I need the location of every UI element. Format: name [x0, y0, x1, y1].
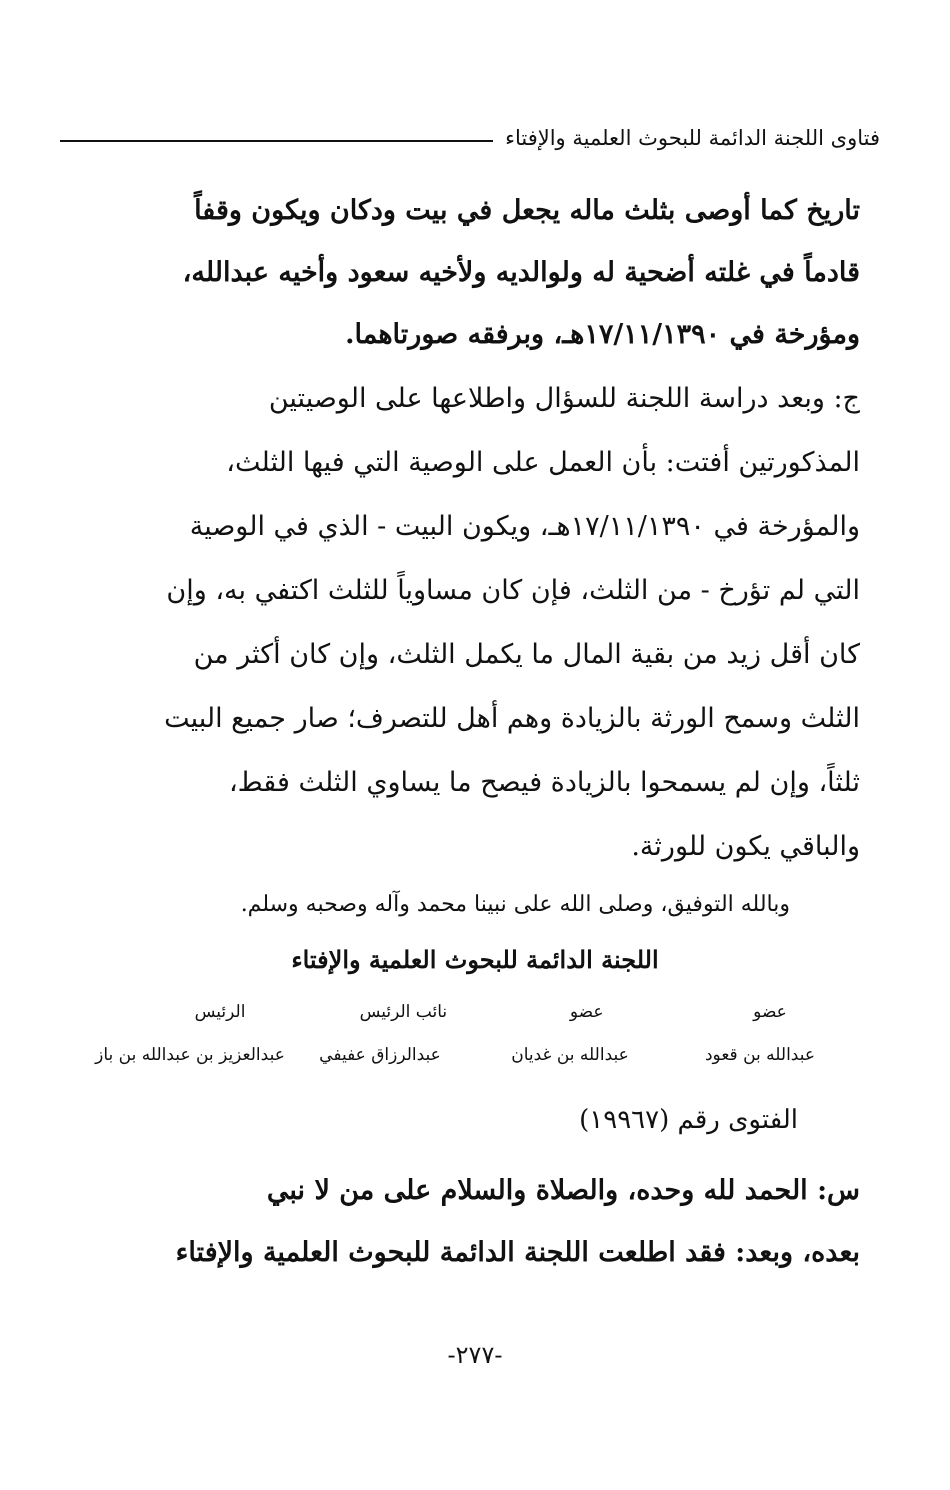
signatory-name: عبدالله بن قعود [704, 1045, 815, 1065]
signatory-title: نائب الرئيس [359, 1002, 448, 1022]
page-number: -٢٧٧- [447, 1341, 503, 1369]
answer-line: الثلث وسمح الورثة بالزيادة وهم أهل للتصرف؛ صار جميع البيت [164, 703, 860, 734]
signatory-title: الرئيس [194, 1002, 246, 1022]
paragraph-line: ومؤرخة في ١٧/١١/١٣٩٠هـ، وبرفقه صورتاهما. [345, 319, 860, 350]
committee-title: اللجنة الدائمة للبحوث العلمية والإفتاء [291, 945, 659, 974]
paragraph-line: تاريخ كما أوصى بثلث ماله يجعل في بيت ودكان ويكون وقفاً [194, 195, 860, 226]
signatory-name: عبدالرزاق عفيفي [319, 1045, 441, 1065]
answer-line: كان أقل زيد من بقية المال ما يكمل الثلث، وإن كان أكثر من [193, 639, 860, 670]
fatwa-number: الفتوى رقم (١٩٩٦٧) [579, 1105, 798, 1135]
running-header-title: فتاوى اللجنة الدائمة للبحوث العلمية والإفتاء [505, 126, 880, 150]
question-line: بعده، وبعد: فقد اطلعت اللجنة الدائمة للبحوث العلمية والإفتاء [175, 1237, 860, 1268]
answer-line: التي لم تؤرخ - من الثلث، فإن كان مساوياً للثلث اكتفي به، وإن [166, 575, 860, 606]
running-header [60, 118, 880, 158]
signatory-names [95, 1035, 855, 1075]
answer-line: والمؤرخة في ١٧/١١/١٣٩٠هـ، ويكون البيت - الذي في الوصية [189, 511, 860, 542]
signatory-name: عبدالله بن غديان [511, 1045, 629, 1065]
signatory-titles [135, 992, 855, 1032]
closing-formula: وبالله التوفيق، وصلى الله على نبينا محمد وآله وصحبه وسلم. [240, 892, 790, 917]
answer-line: المذكورتين أفتت: بأن العمل على الوصية التي فيها الثلث، [226, 447, 860, 478]
signatory-title: عضو [753, 1002, 787, 1022]
signatory-title: عضو [569, 1002, 604, 1022]
answer-line: ج: وبعد دراسة اللجنة للسؤال واطلاعها على الوصيتين [268, 383, 860, 414]
signatory-name: عبدالعزيز بن عبدالله بن باز [95, 1045, 285, 1065]
question-line: س: الحمد لله وحده، والصلاة والسلام على من لا نبي [266, 1175, 860, 1206]
header-rule [60, 140, 493, 142]
answer-line: ثلثاً، وإن لم يسمحوا بالزيادة فيصح ما يساوي الثلث فقط، [228, 767, 860, 798]
answer-line: والباقي يكون للورثة. [631, 831, 860, 862]
paragraph-line: قادماً في غلته أضحية له ولوالديه ولأخيه سعود وأخيه عبدالله، [182, 257, 860, 288]
